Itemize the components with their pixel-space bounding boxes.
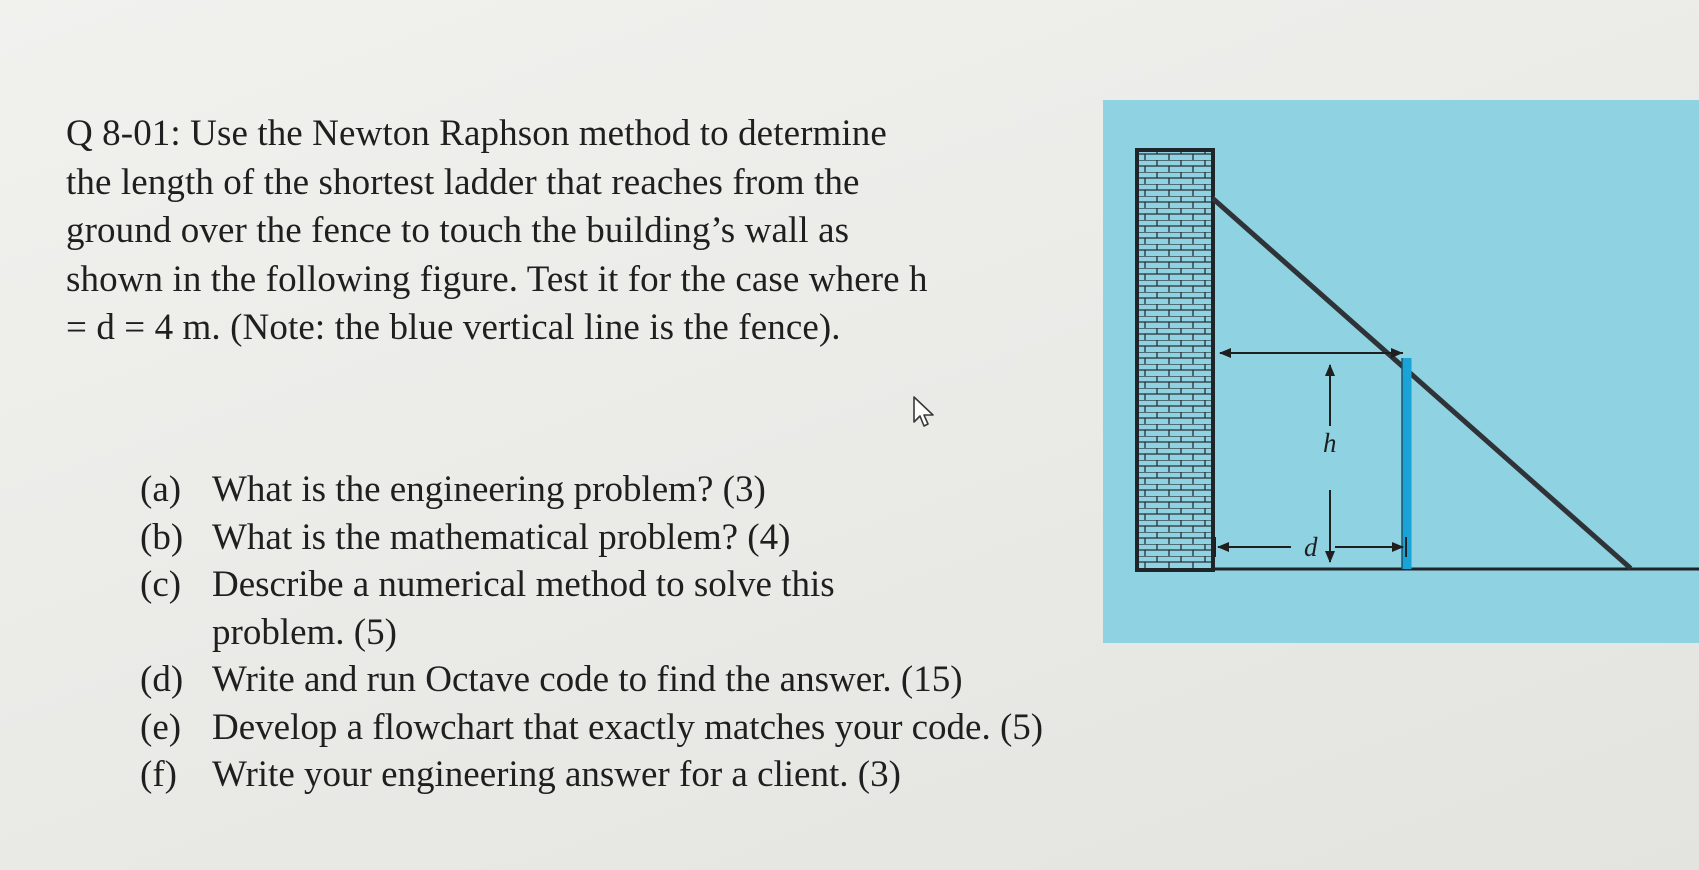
question-line: the length of the shortest ladder that reaches from the bbox=[66, 161, 860, 203]
part-item-a bbox=[140, 466, 1043, 514]
part-marker: (b) bbox=[140, 516, 184, 558]
part-item-c bbox=[140, 561, 1043, 656]
part-item-d bbox=[140, 656, 1043, 704]
part-item-e bbox=[140, 704, 1043, 752]
part-text-continuation: problem. (5) bbox=[212, 611, 397, 653]
mouse-pointer-icon bbox=[912, 395, 938, 431]
part-marker: (d) bbox=[140, 659, 184, 700]
part-marker: (a) bbox=[140, 469, 182, 510]
ladder-figure bbox=[1103, 100, 1699, 643]
question-parts-list bbox=[140, 466, 1043, 799]
part-marker: (e) bbox=[140, 706, 182, 748]
question-line: shown in the following figure. Test it for the case where h bbox=[66, 258, 928, 300]
question-text bbox=[66, 110, 1076, 353]
question-line: = d = 4 m. (Note: the blue vertical line is the fence). bbox=[66, 307, 841, 348]
height-label: h bbox=[1323, 428, 1337, 458]
part-item-f bbox=[140, 751, 1043, 799]
brick-wall bbox=[1137, 150, 1213, 570]
part-item-b bbox=[140, 514, 1043, 562]
part-marker: (f) bbox=[140, 754, 177, 795]
part-marker: (c) bbox=[140, 564, 182, 605]
part-text: Write and run Octave code to find the answer. (15) bbox=[212, 659, 963, 700]
part-text: Write your engineering answer for a client. (3) bbox=[212, 754, 901, 795]
question-line: Q 8-01: Use the Newton Raphson method to determine bbox=[66, 113, 887, 154]
part-text: What is the mathematical problem? (4) bbox=[212, 516, 791, 558]
part-text: Describe a numerical method to solve this bbox=[212, 564, 835, 605]
distance-label: d bbox=[1304, 532, 1318, 562]
question-line: ground over the fence to touch the building’s wall as bbox=[66, 210, 850, 251]
part-text: What is the engineering problem? (3) bbox=[212, 469, 766, 510]
part-text: Develop a flowchart that exactly matches your code. (5) bbox=[212, 706, 1044, 748]
